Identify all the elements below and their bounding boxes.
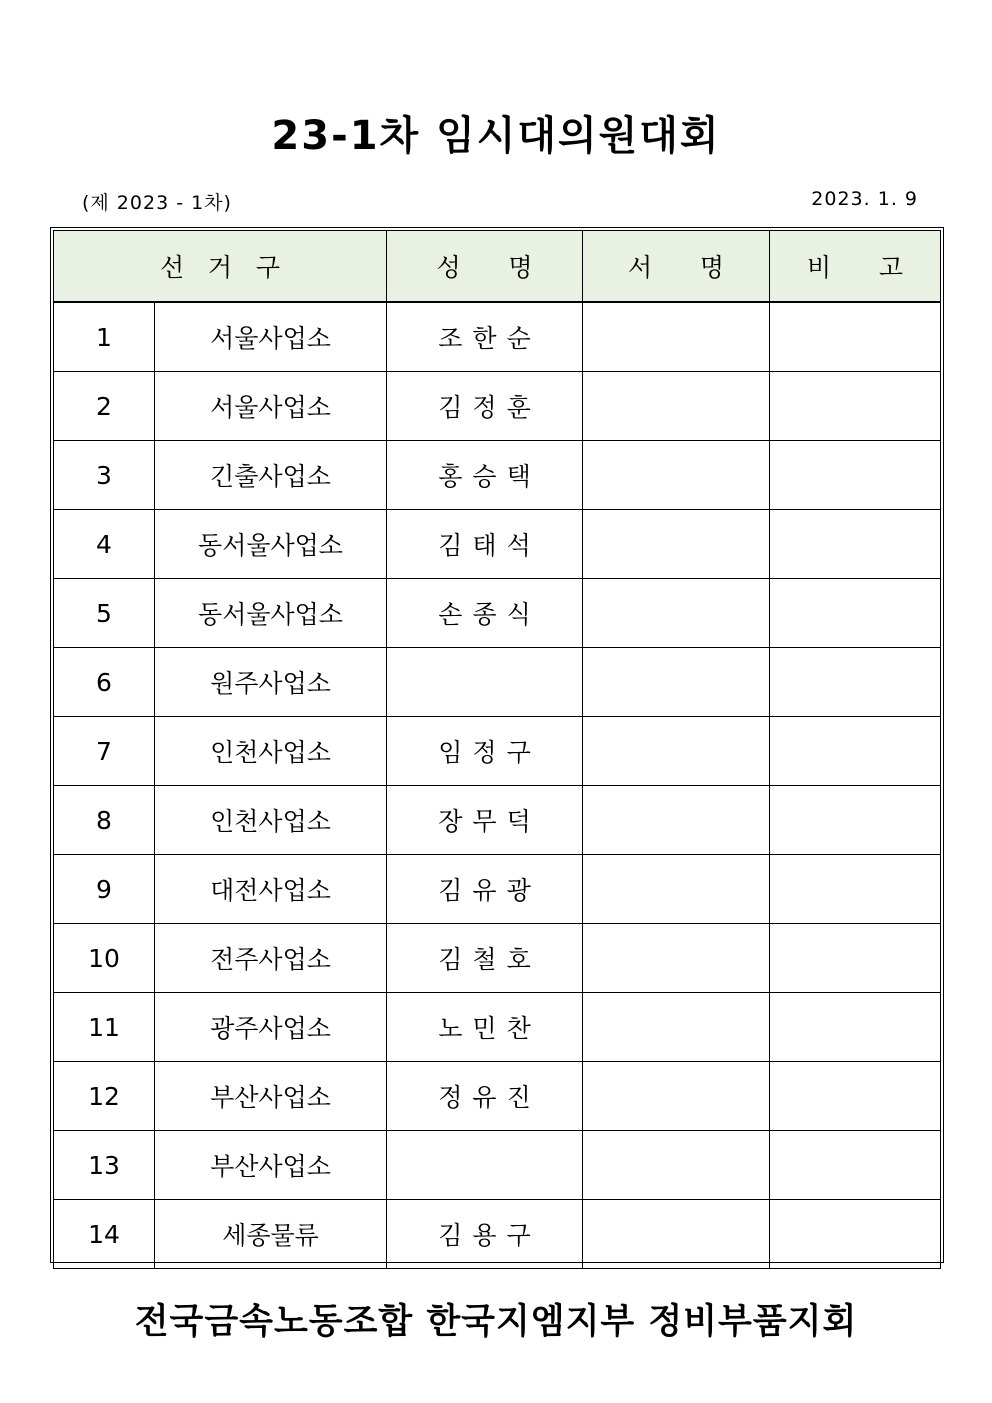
organization-name: 전국금속노동조합 한국지엠지부 정비부품지회 <box>134 1302 858 1342</box>
row-number: 6 <box>54 648 155 717</box>
row-member-name: 김태석 <box>387 510 583 579</box>
row-signature-cell[interactable] <box>583 441 770 510</box>
attendance-table-frame <box>50 227 944 1263</box>
row-district: 긴출사업소 <box>155 441 387 510</box>
row-member-name: 김정훈 <box>387 372 583 441</box>
row-member-name <box>387 1131 583 1200</box>
table-row <box>54 924 941 993</box>
row-number: 2 <box>54 372 155 441</box>
row-district: 원주사업소 <box>155 648 387 717</box>
row-number: 1 <box>54 302 155 372</box>
document-date: 2023. 1. 9 <box>811 188 918 210</box>
row-district: 광주사업소 <box>155 993 387 1062</box>
table-row <box>54 1062 941 1131</box>
row-member-name: 정유진 <box>387 1062 583 1131</box>
row-remarks-cell[interactable] <box>770 1062 941 1131</box>
row-remarks-cell[interactable] <box>770 579 941 648</box>
row-member-name: 김철호 <box>387 924 583 993</box>
document-number: (제 2023 - 1차) <box>82 192 232 214</box>
header-name: 성 명 <box>387 231 583 303</box>
document-title: 23-1차 임시대의원대회 <box>271 113 721 159</box>
row-remarks-cell[interactable] <box>770 1131 941 1200</box>
row-number: 14 <box>54 1200 155 1269</box>
row-signature-cell[interactable] <box>583 855 770 924</box>
row-remarks-cell[interactable] <box>770 372 941 441</box>
row-number: 3 <box>54 441 155 510</box>
row-remarks-cell[interactable] <box>770 786 941 855</box>
row-number: 9 <box>54 855 155 924</box>
row-district: 인천사업소 <box>155 717 387 786</box>
row-district: 동서울사업소 <box>155 510 387 579</box>
row-member-name: 김용구 <box>387 1200 583 1269</box>
row-signature-cell[interactable] <box>583 1062 770 1131</box>
row-remarks-cell[interactable] <box>770 993 941 1062</box>
table-row <box>54 993 941 1062</box>
header-remarks: 비 고 <box>770 231 941 303</box>
row-member-name: 노민찬 <box>387 993 583 1062</box>
row-number: 11 <box>54 993 155 1062</box>
table-row <box>54 855 941 924</box>
row-remarks-cell[interactable] <box>770 441 941 510</box>
row-signature-cell[interactable] <box>583 579 770 648</box>
row-number: 13 <box>54 1131 155 1200</box>
row-signature-cell[interactable] <box>583 1200 770 1269</box>
row-district: 서울사업소 <box>155 372 387 441</box>
row-signature-cell[interactable] <box>583 1131 770 1200</box>
row-district: 동서울사업소 <box>155 579 387 648</box>
table-row <box>54 786 941 855</box>
table-row <box>54 648 941 717</box>
row-member-name: 홍승택 <box>387 441 583 510</box>
row-member-name <box>387 648 583 717</box>
row-signature-cell[interactable] <box>583 993 770 1062</box>
row-remarks-cell[interactable] <box>770 855 941 924</box>
row-remarks-cell[interactable] <box>770 1200 941 1269</box>
row-member-name: 손종식 <box>387 579 583 648</box>
row-district: 세종물류 <box>155 1200 387 1269</box>
row-signature-cell[interactable] <box>583 924 770 993</box>
row-number: 7 <box>54 717 155 786</box>
table-row <box>54 717 941 786</box>
row-signature-cell[interactable] <box>583 786 770 855</box>
row-district: 부산사업소 <box>155 1062 387 1131</box>
table-row <box>54 510 941 579</box>
row-signature-cell[interactable] <box>583 302 770 372</box>
row-district: 전주사업소 <box>155 924 387 993</box>
row-signature-cell[interactable] <box>583 372 770 441</box>
row-member-name: 김유광 <box>387 855 583 924</box>
table-row <box>54 372 941 441</box>
row-remarks-cell[interactable] <box>770 648 941 717</box>
row-number: 5 <box>54 579 155 648</box>
row-remarks-cell[interactable] <box>770 924 941 993</box>
row-member-name: 조한순 <box>387 302 583 372</box>
attendance-table <box>53 230 941 1269</box>
row-number: 10 <box>54 924 155 993</box>
row-number: 8 <box>54 786 155 855</box>
row-member-name: 임정구 <box>387 717 583 786</box>
row-district: 인천사업소 <box>155 786 387 855</box>
row-signature-cell[interactable] <box>583 510 770 579</box>
row-district: 서울사업소 <box>155 302 387 372</box>
row-district: 부산사업소 <box>155 1131 387 1200</box>
table-row <box>54 1200 941 1269</box>
row-remarks-cell[interactable] <box>770 510 941 579</box>
row-signature-cell[interactable] <box>583 648 770 717</box>
table-row <box>54 302 941 372</box>
table-row <box>54 1131 941 1200</box>
row-number: 12 <box>54 1062 155 1131</box>
row-number: 4 <box>54 510 155 579</box>
row-district: 대전사업소 <box>155 855 387 924</box>
table-row <box>54 441 941 510</box>
table-header-row <box>54 231 941 303</box>
row-remarks-cell[interactable] <box>770 302 941 372</box>
row-signature-cell[interactable] <box>583 717 770 786</box>
table-row <box>54 579 941 648</box>
row-remarks-cell[interactable] <box>770 717 941 786</box>
header-district: 선 거 구 <box>54 231 387 303</box>
header-signature: 서 명 <box>583 231 770 303</box>
row-member-name: 장무덕 <box>387 786 583 855</box>
